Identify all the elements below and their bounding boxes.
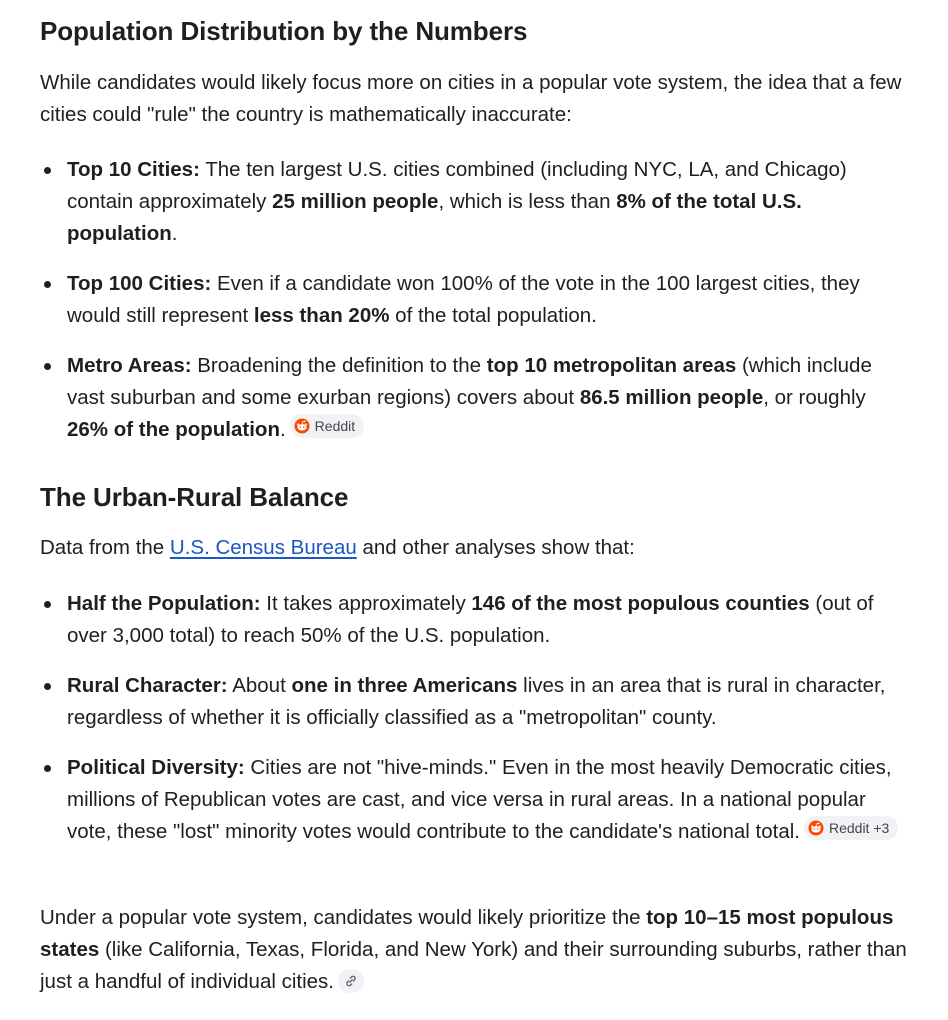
item-bold: 8% of the total U.S. population — [67, 190, 802, 245]
item-text: About — [227, 674, 292, 697]
item-label: Rural Character: — [67, 674, 228, 697]
list-item-rural-character — [40, 670, 912, 734]
reddit-icon — [294, 418, 310, 434]
section-intro-urban-rural — [40, 532, 912, 564]
item-bold: top 10 metropolitan areas — [486, 354, 737, 377]
link-icon — [344, 974, 358, 988]
item-label: Top 100 Cities: — [67, 272, 212, 295]
population-list — [40, 154, 912, 464]
item-label: Half the Population: — [67, 592, 261, 615]
item-bold: one in three Americans — [291, 674, 518, 697]
closing-text: Under a popular vote system, candidates would likely prioritize the — [40, 906, 647, 929]
list-item-top-10-cities — [40, 154, 912, 250]
item-bold: 26% of the population — [67, 418, 280, 441]
closing-bold: top 10–15 most populous states — [40, 906, 894, 961]
link-chip[interactable] — [338, 969, 364, 993]
reddit-icon — [808, 820, 824, 836]
item-label: Top 10 Cities: — [67, 158, 200, 181]
item-text: The ten largest U.S. cities combined (including NYC, LA, and Chicago) contain approximately — [67, 158, 847, 213]
intro-text: Data from the — [40, 536, 170, 559]
list-item-top-100-cities — [40, 268, 912, 332]
item-bold: less than 20% — [253, 304, 390, 327]
item-text: , or roughly — [763, 386, 866, 409]
item-text: (which include vast suburban and some exurban regions) covers about — [67, 354, 872, 409]
section-intro-population: While candidates would likely focus more on cities in a popular vote system, the idea that a few cities could "rule" the country is mathematically inaccurate: — [40, 71, 902, 126]
item-text: . — [171, 222, 178, 245]
item-label: Metro Areas: — [67, 354, 192, 377]
source-chip-label: Reddit — [314, 418, 356, 434]
list-item-metro-areas — [40, 350, 912, 446]
item-text: (out of over 3,000 total) to reach 50% of the U.S. population. — [67, 592, 874, 647]
source-chip-reddit[interactable] — [290, 414, 364, 438]
source-chip-label: Reddit +3 — [828, 820, 890, 836]
item-text: lives in an area that is rural in character, regardless of whether it is officially classified as a "metropolitan" county. — [67, 674, 886, 729]
list-item-political-diversity — [40, 752, 912, 848]
closing-paragraph — [40, 902, 912, 998]
item-text: Cities are not "hive-minds." Even in the most heavily Democratic cities, millions of Republican votes are cast, and vice versa in rural areas. In a national popular vote, these "lost" minority votes would contribute to the candidate's national total. — [67, 756, 892, 843]
item-text: . — [279, 418, 286, 441]
section-heading-population: Population Distribution by the Numbers — [40, 16, 528, 46]
item-bold: 86.5 million people — [579, 386, 764, 409]
item-text: Even if a candidate won 100% of the vote in the 100 largest cities, they would still represent — [67, 272, 860, 327]
intro-text: and other analyses show that: — [356, 536, 635, 559]
item-text: Broadening the definition to the — [191, 354, 487, 377]
item-bold: 25 million people — [272, 190, 439, 213]
closing-text: (like California, Texas, Florida, and New York) and their surrounding suburbs, rather than just a handful of individual cities. — [40, 938, 907, 993]
section-heading-urban-rural: The Urban-Rural Balance — [40, 482, 349, 512]
item-text: of the total population. — [389, 304, 597, 327]
item-text: It takes approximately — [260, 592, 472, 615]
item-bold: 146 of the most populous counties — [471, 592, 810, 615]
urban-rural-list — [40, 588, 912, 866]
item-text: , which is less than — [438, 190, 617, 213]
census-bureau-link[interactable]: U.S. Census Bureau — [169, 536, 357, 559]
item-label: Political Diversity: — [67, 756, 245, 779]
list-item-half-population — [40, 588, 912, 652]
source-chip-reddit-plus[interactable] — [804, 816, 898, 840]
